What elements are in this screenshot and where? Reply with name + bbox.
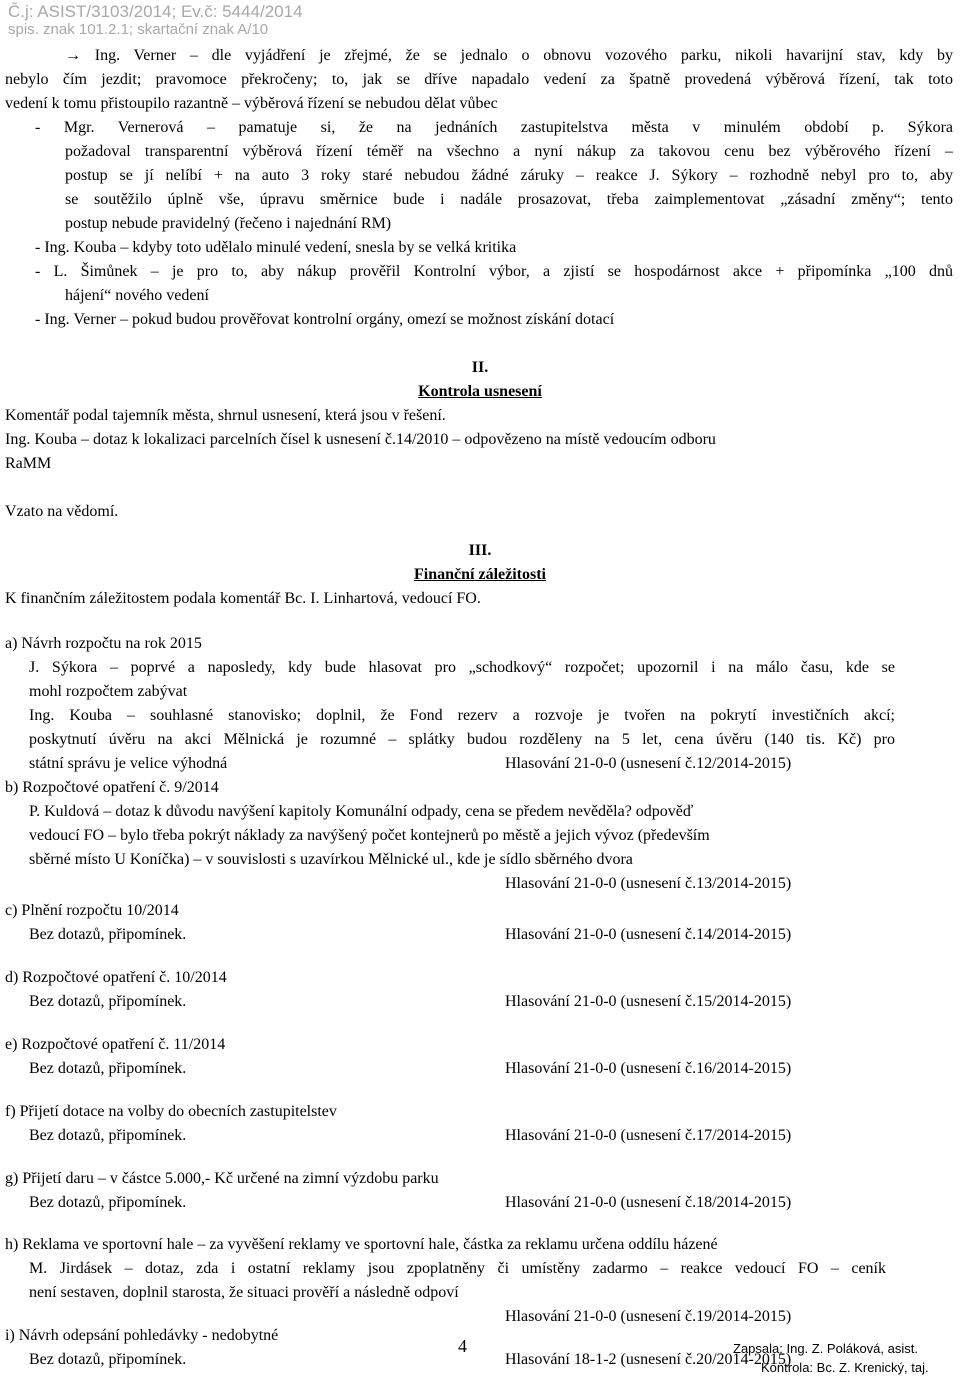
paragraph-line: P. Kuldová – dotaz k důvodu navýšení kapitoly Komunální odpady, cena se předem nevěděla? odpověď bbox=[29, 803, 694, 820]
list-item-line: hájení“ nového vedení bbox=[65, 287, 209, 304]
vote-result: Hlasování 21-0-0 (usnesení č.17/2014-2015) bbox=[505, 1127, 792, 1144]
vote-result: Hlasování 21-0-0 (usnesení č.16/2014-2015) bbox=[505, 1060, 792, 1077]
list-item: - L. Šimůnek – je pro to, aby nákup prověřil Kontrolní výbor, a zjistí se hospodárnost akce + připomínka „100 dnů bbox=[35, 263, 953, 280]
paragraph-line: Komentář podal tajemník města, shrnul usnesení, která jsou v řešení. bbox=[5, 407, 446, 424]
agenda-item-title: f) Přijetí dotace na volby do obecních zastupitelstev bbox=[5, 1103, 337, 1120]
checked-by: Kontrola: Bc. Z. Krenický, taj. bbox=[761, 1360, 929, 1375]
list-item-line: se soutěžilo úplně vše, úpravu směrnice bude i nadále prosazovat, třeba zaimplementovat „zásadní změny“; tento bbox=[65, 191, 953, 208]
vote-result: Hlasování 21-0-0 (usnesení č.19/2014-2015) bbox=[505, 1308, 792, 1325]
vote-result: Hlasování 21-0-0 (usnesení č.15/2014-2015) bbox=[505, 993, 792, 1010]
file-mark: spis. znak 101.2.1; skartační znak A/10 bbox=[8, 21, 269, 38]
paragraph-line: J. Sýkora – poprvé a naposledy, kdy bude hlasovat pro „schodkový“ rozpočet; upozornil i na málo času, kde se bbox=[29, 659, 895, 676]
reference-number: Č.j: ASIST/3103/2014; Ev.č: 5444/2014 bbox=[8, 2, 303, 21]
list-item-line: postup nebude pravidelný (řečeno i najednání RM) bbox=[65, 215, 392, 232]
paragraph-line: Ing. Kouba – souhlasné stanovisko; doplnil, že Fond rezerv a rozvoje je tvořen na pokrytí investičních akcí; bbox=[29, 707, 895, 724]
paragraph-line: Bez dotazů, připomínek. bbox=[29, 1351, 187, 1368]
agenda-item-title: a) Návrh rozpočtu na rok 2015 bbox=[5, 635, 202, 652]
list-item: - Mgr. Vernerová – pamatuje si, že na jednáních zastupitelstva města v minulém období p. Sýkora bbox=[35, 119, 953, 136]
recorded-by: Zapsala: Ing. Z. Poláková, asist. bbox=[733, 1341, 918, 1356]
vote-result: Hlasování 18-1-2 (usnesení č.20/2014-2015) bbox=[505, 1351, 792, 1368]
paragraph-line: Vzato na vědomí. bbox=[5, 503, 119, 520]
paragraph-line: sběrné místo U Koníčka) – v souvislosti s uzavírkou Mělnické ul., kde je sídlo sběrného dvora bbox=[29, 851, 633, 868]
agenda-item-title: e) Rozpočtové opatření č. 11/2014 bbox=[5, 1036, 226, 1053]
paragraph-line: není sestaven, doplnil starosta, že situaci prověří a následně odpoví bbox=[29, 1284, 459, 1301]
paragraph-line: Bez dotazů, připomínek. bbox=[29, 993, 187, 1010]
paragraph-line: mohl rozpočtem zabývat bbox=[29, 683, 188, 700]
paragraph-line: poskytnutí úvěru na akci Mělnická je rozumné – splátky budou rozděleny na 5 let, cena úvěru (140 tis. Kč) pro bbox=[29, 731, 895, 748]
page-number: 4 bbox=[458, 1336, 467, 1356]
paragraph-line: Bez dotazů, připomínek. bbox=[29, 926, 187, 943]
section-number: II. bbox=[471, 359, 489, 376]
paragraph-line: vedení k tomu přistoupilo razantně – výběrová řízení se nebudou dělat vůbec bbox=[5, 95, 498, 112]
list-item: - Ing. Verner – pokud budou prověřovat kontrolní orgány, omezí se možnost získání dotací bbox=[35, 311, 615, 328]
paragraph-line: RaMM bbox=[5, 455, 52, 472]
agenda-item-title: c) Plnění rozpočtu 10/2014 bbox=[5, 902, 179, 919]
paragraph-line: Ing. Kouba – dotaz k lokalizaci parcelních čísel k usnesení č.14/2010 – odpovězeno na místě vedoucím odboru bbox=[5, 431, 716, 448]
agenda-item-title: i) Návrh odepsání pohledávky - nedobytné bbox=[5, 1327, 279, 1344]
paragraph-line: K finančním záležitostem podala komentář Bc. I. Linhartová, vedoucí FO. bbox=[5, 590, 481, 607]
paragraph-line: Bez dotazů, připomínek. bbox=[29, 1127, 187, 1144]
agenda-item-title: g) Přijetí daru – v částce 5.000,- Kč určené na zimní výzdobu parku bbox=[5, 1170, 439, 1187]
agenda-item-title: h) Reklama ve sportovní hale – za vyvěšení reklamy ve sportovní hale, částka za reklamu určena oddílu házené bbox=[5, 1236, 718, 1253]
paragraph-line: → Ing. Verner – dle vyjádření je zřejmé, že se jednalo o obnovu vozového parku, nikoli havarijní stav, kdy by bbox=[65, 47, 953, 64]
paragraph-line: nebylo čím jezdit; pravomoce překročeny; to, jak se dříve napadalo vedení za špatně provedená výběrová řízení, tak toto bbox=[5, 71, 953, 88]
vote-result: Hlasování 21-0-0 (usnesení č.14/2014-2015) bbox=[505, 926, 792, 943]
agenda-item-title: d) Rozpočtové opatření č. 10/2014 bbox=[5, 969, 227, 986]
section-number: III. bbox=[468, 542, 492, 559]
paragraph-line: Bez dotazů, připomínek. bbox=[29, 1194, 187, 1211]
vote-result: Hlasování 21-0-0 (usnesení č.13/2014-2015) bbox=[505, 875, 792, 892]
paragraph-line: M. Jirdásek – dotaz, zda i ostatní reklamy jsou zpoplatněny či umístěny zadarmo – reakce vedoucí FO – ceník bbox=[29, 1260, 886, 1277]
agenda-item-title: b) Rozpočtové opatření č. 9/2014 bbox=[5, 779, 219, 796]
paragraph-line: Bez dotazů, připomínek. bbox=[29, 1060, 187, 1077]
list-item: - Ing. Kouba – kdyby toto udělalo minulé vedení, snesla by se velká kritika bbox=[35, 239, 517, 256]
section-title: Kontrola usnesení bbox=[418, 383, 542, 400]
vote-result: Hlasování 21-0-0 (usnesení č.18/2014-2015) bbox=[505, 1194, 792, 1211]
section-title: Finanční záležitosti bbox=[414, 566, 546, 583]
list-item-line: požadoval transparentní výběrová řízení téměř na všechno a nyní nákup za takovou cenu bez výběrového řízení – bbox=[65, 143, 953, 160]
list-item-line: postup se jí nelíbí + na auto 3 roky staré nebudou žádné záruky – reakce J. Sýkory – rozhodně nebyl pro to, aby bbox=[65, 167, 953, 184]
vote-result: Hlasování 21-0-0 (usnesení č.12/2014-2015) bbox=[505, 755, 792, 772]
paragraph-line: vedoucí FO – bylo třeba pokrýt náklady za navýšený počet kontejnerů po městě a jejich vývoz (především bbox=[29, 827, 710, 844]
paragraph-line: státní správu je velice výhodná bbox=[29, 755, 228, 772]
